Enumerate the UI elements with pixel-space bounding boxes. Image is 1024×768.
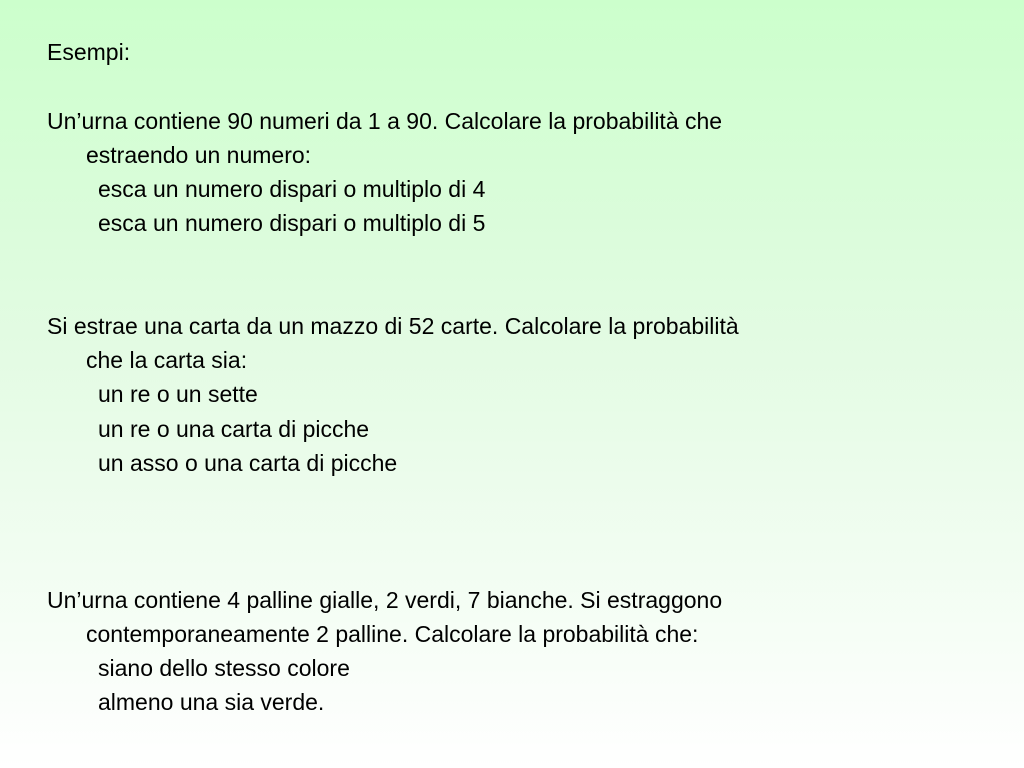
example-intro-continuation: estraendo un numero: xyxy=(86,142,312,168)
example-intro: Un’urna contiene 4 palline gialle, 2 verdi, 7 bianche. Si estraggono xyxy=(47,587,723,613)
slide-heading: Esempi: xyxy=(47,39,131,65)
list-item: un asso o una carta di picche xyxy=(98,450,398,476)
example-intro-continuation: che la carta sia: xyxy=(86,347,248,373)
list-item: almeno una sia verde. xyxy=(98,689,325,715)
example-intro: Si estrae una carta da un mazzo di 52 carte. Calcolare la probabilità xyxy=(47,313,739,339)
list-item: un re o un sette xyxy=(98,381,258,407)
example-intro-continuation: contemporaneamente 2 palline. Calcolare la probabilità che: xyxy=(86,621,699,647)
list-item: siano dello stesso colore xyxy=(98,655,350,681)
example-intro: Un’urna contiene 90 numeri da 1 a 90. Calcolare la probabilità che xyxy=(47,108,723,134)
list-item: un re o una carta di picche xyxy=(98,416,370,442)
list-item: esca un numero dispari o multiplo di 4 xyxy=(98,176,486,202)
list-item: esca un numero dispari o multiplo di 5 xyxy=(98,210,486,236)
